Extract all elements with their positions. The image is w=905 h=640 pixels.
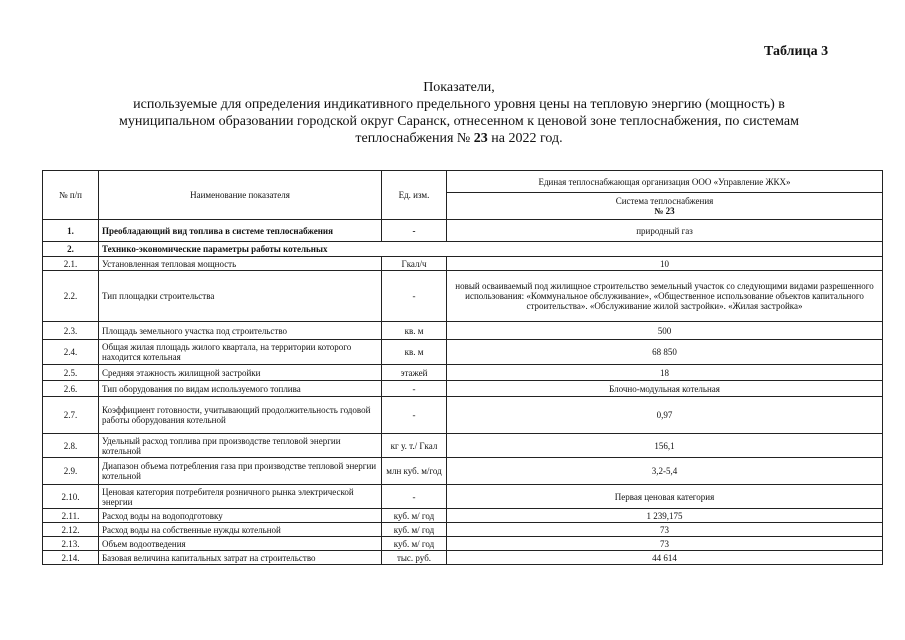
row-unit: - bbox=[382, 485, 447, 509]
row-unit: - bbox=[382, 381, 447, 397]
row-num: 1. bbox=[43, 220, 99, 242]
table-row bbox=[43, 485, 883, 509]
section-title: Технико-экономические параметры работы котельных bbox=[99, 242, 883, 257]
row-value: 68 850 bbox=[447, 340, 883, 365]
indicators-table bbox=[42, 170, 883, 565]
page-title bbox=[40, 79, 878, 147]
table-row bbox=[43, 365, 883, 381]
row-unit: - bbox=[382, 220, 447, 242]
row-value: 44 614 bbox=[447, 551, 883, 565]
header-system-number: № 23 bbox=[654, 206, 675, 216]
row-name: Расход воды на собственные нужды котельной bbox=[99, 523, 382, 537]
table-row bbox=[43, 509, 883, 523]
title-line-4-pre: теплоснабжения № bbox=[355, 131, 474, 146]
row-num: 2.10. bbox=[43, 485, 99, 509]
row-unit: этажей bbox=[382, 365, 447, 381]
row-name: Площадь земельного участка под строительство bbox=[99, 322, 382, 340]
row-name: Преобладающий вид топлива в системе теплоснабжения bbox=[99, 220, 382, 242]
row-num: 2.1. bbox=[43, 257, 99, 271]
row-name: Удельный расход топлива при производстве тепловой энергии котельной bbox=[99, 434, 382, 458]
header-unit: Ед. изм. bbox=[382, 171, 447, 220]
table-row bbox=[43, 257, 883, 271]
title-line-4 bbox=[40, 130, 878, 147]
header-org: Единая теплоснабжающая организация ООО «Управление ЖКХ» bbox=[447, 171, 883, 193]
row-unit: кв. м bbox=[382, 340, 447, 365]
table-row bbox=[43, 322, 883, 340]
row-unit: Гкал/ч bbox=[382, 257, 447, 271]
row-value: Блочно-модульная котельная bbox=[447, 381, 883, 397]
table-row bbox=[43, 242, 883, 257]
row-name: Тип оборудования по видам используемого топлива bbox=[99, 381, 382, 397]
table-row bbox=[43, 537, 883, 551]
row-value: 3,2-5,4 bbox=[447, 458, 883, 485]
header-name: Наименование показателя bbox=[99, 171, 382, 220]
row-unit: куб. м/ год bbox=[382, 523, 447, 537]
row-num: 2.9. bbox=[43, 458, 99, 485]
row-num: 2.7. bbox=[43, 397, 99, 434]
row-value: 73 bbox=[447, 523, 883, 537]
title-line-1: Показатели, bbox=[423, 80, 495, 95]
header-row bbox=[43, 171, 883, 193]
row-num: 2.11. bbox=[43, 509, 99, 523]
row-name: Коэффициент готовности, учитывающий продолжительность годовой работы оборудования котельной bbox=[99, 397, 382, 434]
row-num: 2.12. bbox=[43, 523, 99, 537]
row-num: 2.2. bbox=[43, 271, 99, 322]
row-unit: кг у. т./ Гкал bbox=[382, 434, 447, 458]
header-num: № п/п bbox=[43, 171, 99, 220]
row-name: Диапазон объема потребления газа при производстве тепловой энергии котельной bbox=[99, 458, 382, 485]
table-row bbox=[43, 397, 883, 434]
row-name: Тип площадки строительства bbox=[99, 271, 382, 322]
row-value: 156,1 bbox=[447, 434, 883, 458]
row-unit: куб. м/ год bbox=[382, 537, 447, 551]
row-unit: - bbox=[382, 271, 447, 322]
row-num: 2.6. bbox=[43, 381, 99, 397]
row-unit: тыс. руб. bbox=[382, 551, 447, 565]
row-name: Установленная тепловая мощность bbox=[99, 257, 382, 271]
table-row bbox=[43, 551, 883, 565]
row-name: Расход воды на водоподготовку bbox=[99, 509, 382, 523]
title-line-2: используемые для определения индикативного предельного уровня цены на тепловую энергию (мощность) в bbox=[133, 97, 785, 112]
row-num: 2.4. bbox=[43, 340, 99, 365]
table-row bbox=[43, 381, 883, 397]
table-row bbox=[43, 220, 883, 242]
row-name: Общая жилая площадь жилого квартала, на территории которого находится котельная bbox=[99, 340, 382, 365]
table-label: Таблица 3 bbox=[764, 44, 829, 59]
title-line-4-post: на 2022 год. bbox=[487, 131, 563, 146]
row-value: 500 bbox=[447, 322, 883, 340]
row-num: 2.13. bbox=[43, 537, 99, 551]
row-value: новый осваиваемый под жилищное строительство земельный участок со следующими видами разрешенного использования: «Коммунальное обслуживание», «Общественное использование объектов капитального строительства». «Обслуживание жилой застройки». «Жилая застройка» bbox=[447, 271, 883, 322]
row-value: 10 bbox=[447, 257, 883, 271]
table-row bbox=[43, 458, 883, 485]
table-row bbox=[43, 340, 883, 365]
row-value: 73 bbox=[447, 537, 883, 551]
row-value: 0,97 bbox=[447, 397, 883, 434]
row-unit: кв. м bbox=[382, 322, 447, 340]
row-num: 2.3. bbox=[43, 322, 99, 340]
table-row bbox=[43, 523, 883, 537]
row-num: 2.14. bbox=[43, 551, 99, 565]
row-value: 18 bbox=[447, 365, 883, 381]
row-unit: млн куб. м/год bbox=[382, 458, 447, 485]
row-unit: - bbox=[382, 397, 447, 434]
row-num: 2.8. bbox=[43, 434, 99, 458]
table-row bbox=[43, 271, 883, 322]
row-value: 1 239,175 bbox=[447, 509, 883, 523]
row-name: Базовая величина капитальных затрат на строительство bbox=[99, 551, 382, 565]
header-system-label: Система теплоснабжения bbox=[615, 196, 714, 206]
row-unit: куб. м/ год bbox=[382, 509, 447, 523]
row-value: природный газ bbox=[447, 220, 883, 242]
title-line-3: муниципальном образовании городской округ Саранск, отнесенном к ценовой зоне теплоснабжения, по системам bbox=[119, 114, 799, 129]
row-name: Средняя этажность жилищной застройки bbox=[99, 365, 382, 381]
system-number: 23 bbox=[473, 131, 488, 146]
table-row bbox=[43, 434, 883, 458]
row-value: Первая ценовая категория bbox=[447, 485, 883, 509]
row-num: 2.5. bbox=[43, 365, 99, 381]
row-name: Ценовая категория потребителя розничного рынка электрической энергии bbox=[99, 485, 382, 509]
header-system bbox=[447, 193, 883, 220]
row-name: Объем водоотведения bbox=[99, 537, 382, 551]
row-num: 2. bbox=[43, 242, 99, 257]
